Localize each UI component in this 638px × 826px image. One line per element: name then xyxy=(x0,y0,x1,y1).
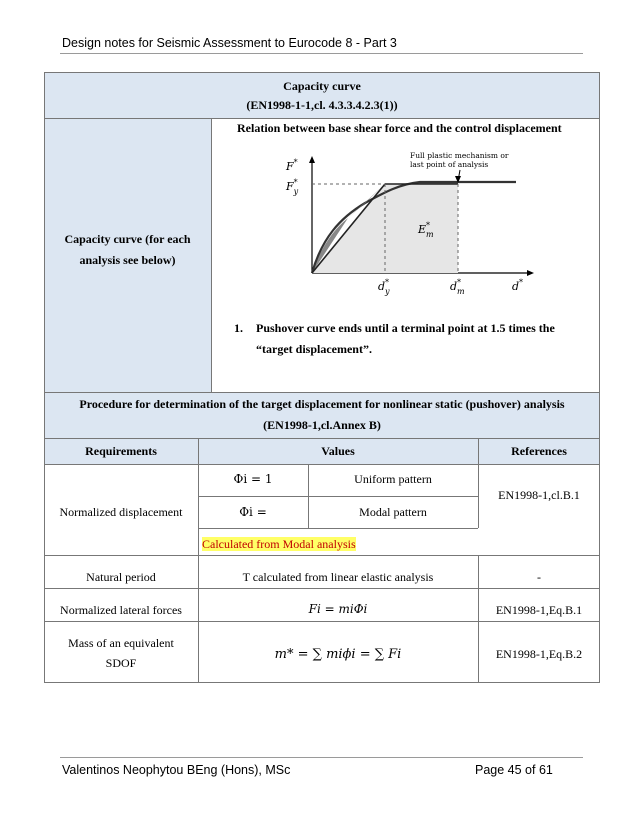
procedure-title: Procedure for determination of the target displacement for nonlinear static (pushover) analysis xyxy=(79,397,565,411)
label-d-star: d* xyxy=(512,278,524,293)
header-values: Values xyxy=(321,444,355,458)
label-f-star: F* xyxy=(286,158,298,173)
ref-natural-period: - xyxy=(537,570,541,584)
nd-val2-formula: Φi = xyxy=(239,505,267,519)
label-dm-star: d* m xyxy=(450,278,465,296)
footer-author: Valentinos Neophytou BEng (Hons), MSc xyxy=(62,763,291,777)
annotation-line-1: Full plastic mechanism or xyxy=(410,151,509,160)
note-number: 1. xyxy=(234,321,243,335)
label-em-star: E* m xyxy=(418,221,434,239)
label-dy-star: d* y xyxy=(378,278,390,296)
footer-rule xyxy=(60,757,583,758)
ref-lateral-forces: EN1998-1,Eq.B.1 xyxy=(495,603,583,617)
footer-page-number: Page 45 of 61 xyxy=(475,763,553,777)
nd-val1-desc: Uniform pattern xyxy=(354,472,432,486)
page-header: Design notes for Seismic Assessment to Eurocode 8 - Part 3 xyxy=(62,36,397,50)
capacity-title: Capacity curve xyxy=(283,79,361,93)
ref-sdof-mass: EN1998-1,Eq.B.2 xyxy=(495,647,583,661)
header-references: References xyxy=(511,444,567,458)
req-lateral-forces: Normalized lateral forces xyxy=(60,603,182,617)
relation-text: Relation between base shear force and the control displacement xyxy=(237,121,562,135)
note-line-1: Pushover curve ends until a terminal point at 1.5 times the xyxy=(256,321,555,335)
capacity-left-label-2: analysis see below) xyxy=(79,253,176,267)
note-line-2: “target displacement”. xyxy=(256,342,372,356)
procedure-ref: (EN1998-1,cl.Annex B) xyxy=(263,418,381,432)
val-sdof-mass: m* = ∑ miϕi = ∑ Fi xyxy=(274,647,402,662)
req-sdof-mass-2: SDOF xyxy=(105,656,137,670)
req-sdof-mass-1: Mass of an equivalent xyxy=(68,636,174,650)
capacity-ref: (EN1998-1-1,cl. 4.3.3.4.2.3(1)) xyxy=(246,98,398,112)
header-requirements: Requirements xyxy=(85,444,157,458)
nd-highlight-text: Calculated from Modal analysis xyxy=(202,537,356,551)
req-natural-period: Natural period xyxy=(86,570,156,584)
req-normalized-displacement: Normalized displacement xyxy=(59,505,183,519)
val-lateral-forces: Fi = miΦi xyxy=(308,602,368,616)
capacity-left-label-1: Capacity curve (for each xyxy=(64,232,191,246)
annotation-line-2: last point of analysis xyxy=(410,160,489,169)
nd-val2-desc: Modal pattern xyxy=(359,505,427,519)
ref-normalized-displacement: EN1998-1,cl.B.1 xyxy=(498,488,580,502)
label-fy-star: F* y xyxy=(286,178,299,196)
nd-val1-formula: Φi = 1 xyxy=(233,472,273,486)
val-natural-period: T calculated from linear elastic analysis xyxy=(242,570,434,584)
